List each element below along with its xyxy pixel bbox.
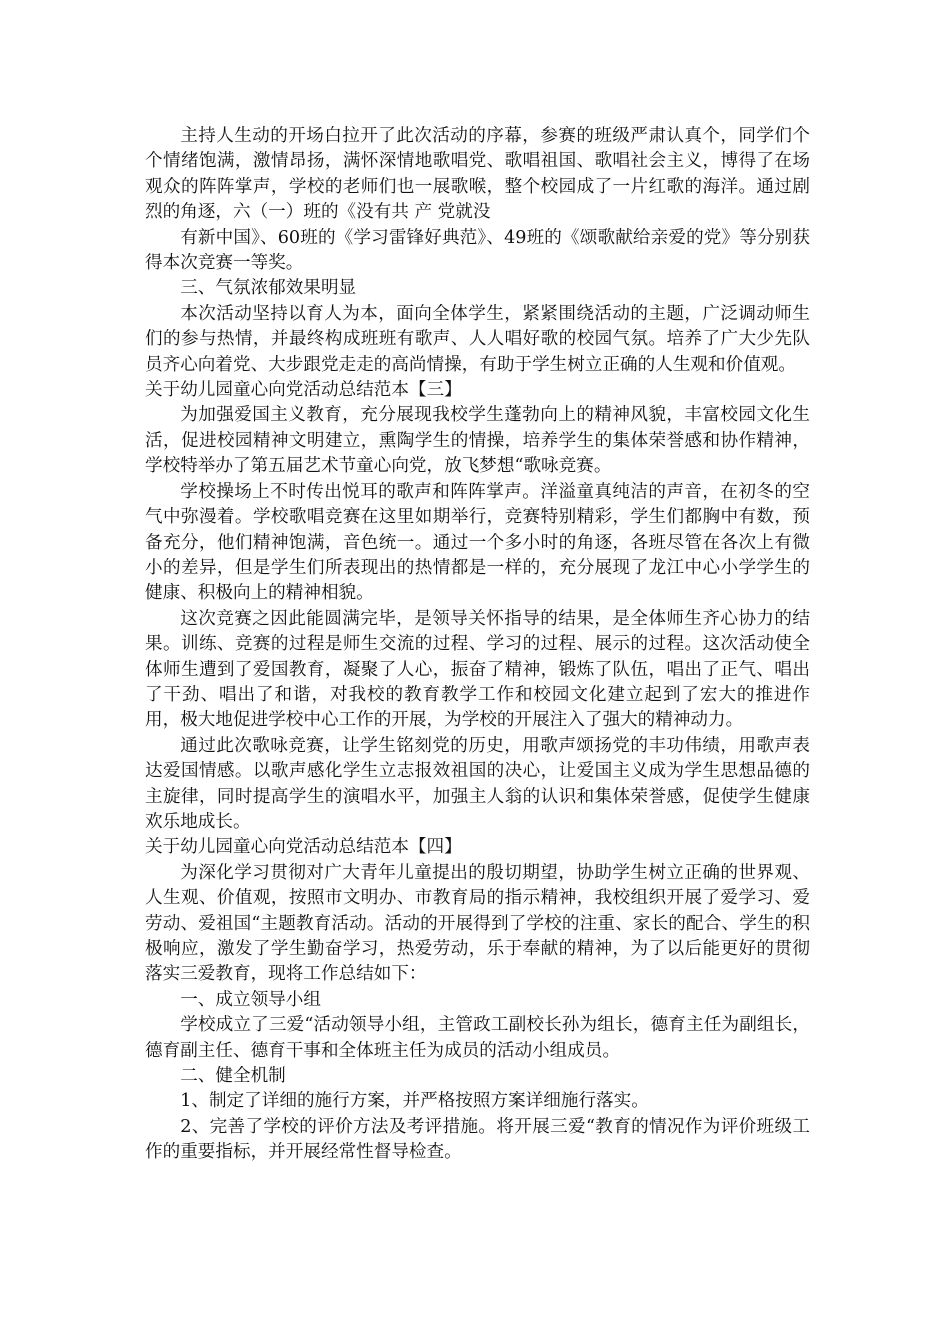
list-item-evaluation: 2、完善了学校的评价方法及考评措施。将开展三爱“教育的情况作为评价班级工作的重要指标，并开展经常性督导检查。	[145, 1116, 810, 1163]
section-heading-mechanism: 二、健全机制	[180, 1066, 286, 1087]
paragraph-contest-results: 这次竞赛之因此能圆满完毕，是领导关怀指导的结果，是全体师生齐心协力的结果。训练、竞赛的过程是师生交流的过程、学习的过程、展示的过程。这次活动使全体师生遭到了爱国教育，凝聚了人心，振奋了精神，锻炼了队伍，唱出了正气、唱出了干劲、唱出了和谐，对我校的教育教学工作和校园文化建立起到了宏大的推进作用，极大地促进学校中心工作的开展，为学校的开展注入了强大的精神动力。	[145, 608, 810, 731]
document-body	[145, 124, 810, 1166]
list-item-plan: 1、制定了详细的施行方案，并严格按照方案详细施行落实。	[180, 1091, 649, 1112]
paragraph-education-effect: 本次活动坚持以育人为本，面向全体学生，紧紧围绕活动的主题，广泛调动师生们的参与热情，并最终构成班班有歌声、人人唱好歌的校园气氛。培养了广大少先队员齐心向着党、大步跟党走走的高尚情操，有助于学生树立正确的人生观和价值观。	[145, 303, 810, 375]
paragraph-ceremony-intro: 主持人生动的开场白拉开了此次活动的序幕，参赛的班级严肃认真个，同学们个个情绪饱满，激情昂扬，满怀深情地歌唱党、歌唱祖国、歌唱社会主义，博得了在场观众的阵阵掌声，学校的老师们也一展歌喉，整个校园成了一片红歌的海洋。通过剧烈的角逐，六（一）班的《没有共 产 党就没	[145, 126, 810, 223]
paragraph-contest-scene: 学校操场上不时传出悦耳的歌声和阵阵掌声。洋溢童真纯洁的声音，在初冬的空气中弥漫着。学校歌唱竞赛在这里如期举行，竞赛特别精彩，学生们都胸中有数，预备充分，他们精神饱满，音色统一。通过一个多小时的角逐，各班尽管在各次上有微小的差异，但是学生们所表现出的热情都是一样的，充分展现了龙江中心小学学生的健康、积极向上的精神相貌。	[145, 481, 810, 604]
article-title-four: 关于幼儿园童心向党活动总结范本【四】	[145, 837, 462, 858]
paragraph-contest-purpose: 为加强爱国主义教育，充分展现我校学生蓬勃向上的精神风貌，丰富校园文化生活，促进校园精神文明建立，熏陶学生的情操，培养学生的集体荣誉感和协作精神，学校特举办了第五届艺术节童心向党，放飞梦想“歌咏竞赛。	[145, 405, 810, 477]
paragraph-contest-significance: 通过此次歌咏竞赛，让学生铭刻党的历史，用歌声颂扬党的丰功伟绩，用歌声表达爱国情感。以歌声感化学生立志报效祖国的决心，让爱国主义成为学生思想品德的主旋律，同时提高学生的演唱水平，加强主人翁的认识和集体荣誉感，促使学生健康欢乐地成长。	[145, 735, 810, 832]
section-heading-atmosphere: 三、气氛浓郁效果明显	[180, 278, 357, 299]
section-heading-leadership: 一、成立领导小组	[180, 989, 321, 1010]
paragraph-leadership-group: 学校成立了三爱“活动领导小组，主管政工副校长孙为组长，德育主任为副组长，德育副主任、德育干事和全体班主任为成员的活动小组成员。	[145, 1015, 810, 1061]
article-title-three: 关于幼儿园童心向党活动总结范本【三】	[145, 380, 462, 401]
paragraph-award-winners: 有新中国》、60班的《学习雷锋好典范》、49班的《颂歌献给亲爱的党》等分别获得本次竞赛一等奖。	[145, 227, 810, 274]
paragraph-three-loves-intro: 为深化学习贯彻对广大青年儿童提出的殷切期望，协助学生树立正确的世界观、人生观、价值观，按照市文明办、市教育局的指示精神，我校组织开展了爱学习、爱劳动、爱祖国“主题教育活动。活动的开展得到了学校的注重、家长的配合、学生的积极响应，激发了学生勤奋学习，热爱劳动，乐于奉献的精神，为了以后能更好的贯彻落实三爱教育，现将工作总结如下：	[145, 862, 810, 985]
